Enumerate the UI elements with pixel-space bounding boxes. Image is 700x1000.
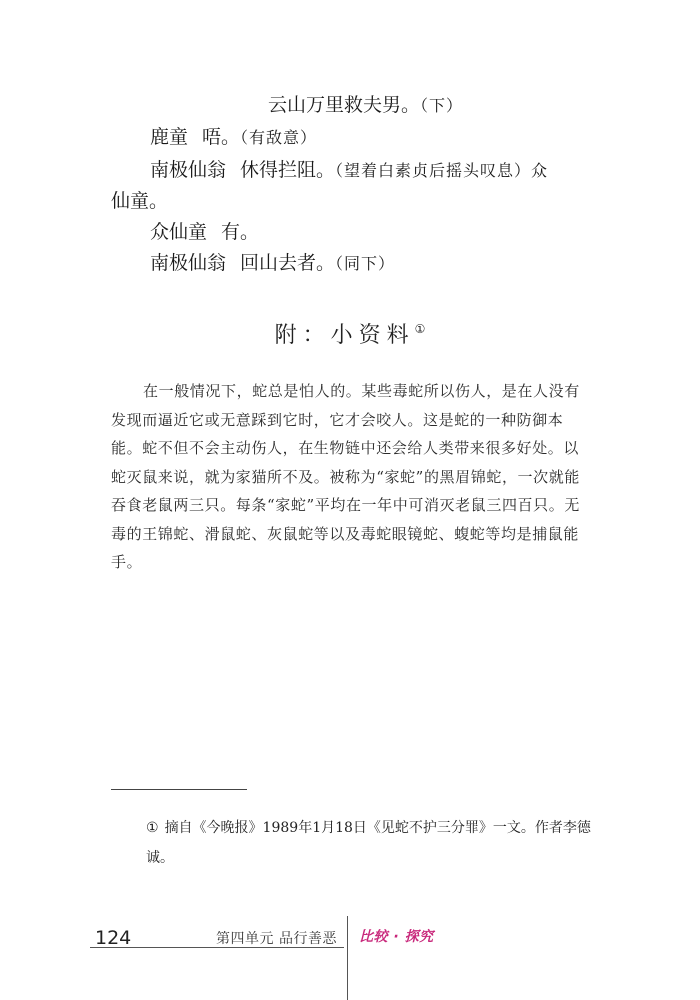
speaker-name: 南极仙翁 [150,159,227,181]
line-text: 有。 [221,221,260,243]
line-text: 仙童。 [111,190,169,212]
unit-label: 第四单元 品行善恶 [216,931,337,947]
stage-direction: （望着白素贞后摇头叹息）众 [335,161,549,180]
stage-direction: （有敌意） [240,128,318,147]
script-line-4 [111,188,168,214]
line-text: 云山万里救夫男。 [268,94,421,116]
page-number: 124 [95,927,132,949]
section-title-text: 附：小资料 [274,323,415,348]
theme-label: 比较 · 探究 [359,929,434,945]
footnote-mark: ① [146,820,159,836]
footnote-reference: ① [414,322,426,336]
footer-rule [90,947,344,948]
speaker-name: 南极仙翁 [150,252,227,274]
speaker-name: 众仙童 [150,221,208,243]
script-line-3 [150,157,548,184]
line-text: 回山去者。 [240,252,336,274]
footer-separator [347,916,348,1000]
line-text: 唔。 [202,126,241,148]
footnote-divider [111,789,247,790]
script-line-2 [150,124,317,151]
section-heading [0,318,700,349]
script-line-5 [150,219,259,245]
footnote-text: 摘自《今晚报》1989年1月18日《见蛇不护三分罪》一文。作者李德诚。 [146,820,591,866]
speaker-name: 鹿童 [150,126,189,148]
body-paragraph [111,377,589,577]
footnote [146,813,606,873]
line-text: 休得拦阻。 [240,159,336,181]
script-line-6 [150,250,395,277]
paragraph-text: 在一般情况下，蛇总是怕人的。某些毒蛇所以伤人，是在人没有发现而逼近它或无意踩到它时，它才会咬人。这是蛇的一种防御本能。蛇不但不会主动伤人，在生物链中还会给人类带来很多好处。以蛇灭鼠来说，就为家猫所不及。被称为“家蛇”的黑眉锦蛇，一次就能吞食老鼠两三只。每条“家蛇”平均在一年中可消灭老鼠三四百只。无毒的王锦蛇、滑鼠蛇、灰鼠蛇等以及毒蛇眼镜蛇、蝮蛇等均是捕鼠能手。 [111,382,580,571]
stage-direction: （同下） [335,254,396,273]
script-line-1 [268,92,463,119]
stage-direction: （下） [420,96,464,115]
